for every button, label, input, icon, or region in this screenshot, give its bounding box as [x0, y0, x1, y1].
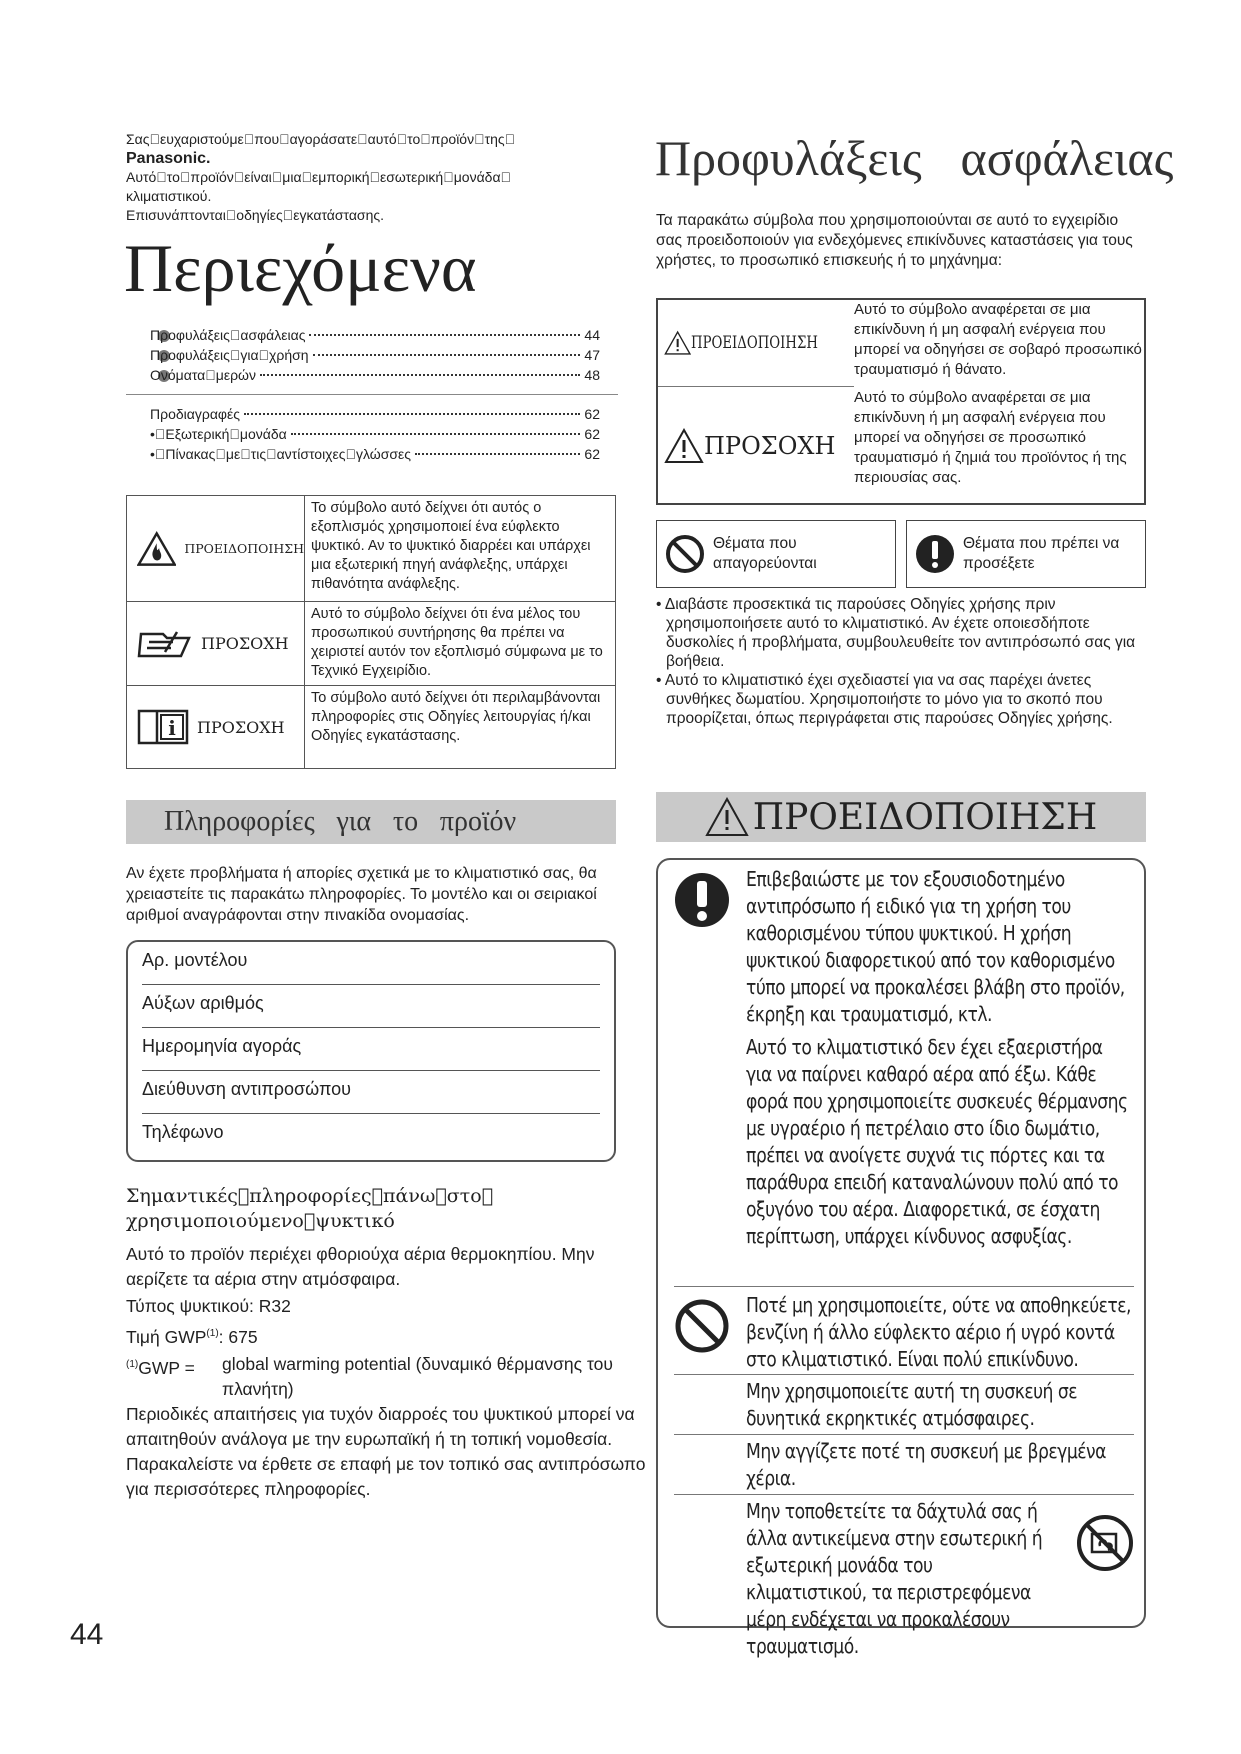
- intro-line: κλιματιστικού.: [126, 188, 212, 204]
- no-fingers-fan-icon: [1076, 1514, 1134, 1572]
- safety-bullets: [656, 595, 1146, 728]
- caution-label: ΠΡΟΣΟΧΗ: [704, 431, 836, 460]
- brand-name: Panasonic.: [126, 150, 211, 167]
- warning-box: [656, 858, 1146, 1658]
- prohibited-icon: [665, 534, 705, 574]
- page-number: 44: [70, 1618, 104, 1651]
- caution-legend-row: [658, 388, 1144, 503]
- refrigerant-paragraph: Περιοδικές απαιτήσεις για τυχόν διαρροές του ψυκτικού μπορεί να απαιτηθούν ανάλογα με την ευρωπαϊκή ή τη τοπική νομοθεσία. Παρακαλείστε να έρθετε σε επαφή με τον τοπικό σας αντιπρόσωπο για περισσότερες πληροφορίες.: [126, 1403, 646, 1499]
- info-book-icon: [137, 709, 189, 745]
- symbol-label: ΠΡΟΕΙΔΟΠΟΙΗΣΗ: [184, 541, 304, 556]
- warning-legend-row: [658, 300, 1144, 386]
- warning-legend-table: [656, 298, 1146, 505]
- symbol-description: Αυτό το σύμβολο δείχνει ότι ένα μέλος του προσωπικού συντήρησης θα πρέπει να χειριστεί αυτόν τον εξοπλισμό σύμφωνα με το Τεχνικό Εγχειρίδιο.: [311, 606, 603, 679]
- warning-item: Αυτό το κλιματιστικό δεν έχει εξαεριστήρα για να παίρνει καθαρό αέρα από έξω. Κάθε φορά που χρησιμοποιείτε συσκευές θέρμανσης με υγραέριο ή πετρέλαιο στο ίδιο δωμάτιο, πρέπει να ανοίγετε συχνά τις πόρτες και τα παράθυρα επειδή καταναλώνουν πολύ από το οξυγόνο του αέρα. Διαφορετικά, σε έσχατη περίπτωση, υπάρχει κίνδυνος ασφυξίας.: [746, 1035, 1128, 1248]
- safety-bullet: • Αυτό το κλιματιστικό έχει σχεδιαστεί για να σας παρέχει άνετες συνθήκες δωματίου. Χρησιμοποιήστε το μόνο για το σκοπό που προορίζεται, όπως περιγράφεται στις παρούσες Οδηγίες χρήσης.: [656, 672, 1113, 727]
- safety-intro: Τα παρακάτω σύμβολα που χρησιμοποιούνται σε αυτό το εγχειρίδιο σας προειδοποιούν για ενδεχόμενες επικίνδυνες καταστάσεις για τους χρήστες, το προσωπικό επισκευής ή το μηχάνημα:: [656, 212, 1133, 269]
- prohibited-label: Θέματα που απαγορεύονται: [713, 535, 817, 572]
- mandatory-icon: [915, 534, 955, 574]
- toc-item[interactable]: Προφυλάξεις για χρήση 47: [150, 347, 600, 363]
- contents-title: Περιεχόμενα: [124, 230, 477, 306]
- product-info-form: [126, 940, 616, 1162]
- warning-item: Επιβεβαιώστε με τον εξουσιοδοτημένο αντιπρόσωπο ή ειδικό για τη χρήση του καθορισμένου τύπου ψυκτικού. Η χρήση ψυκτικού διαφορετικού από τον καθορισμένο τύπο μπορεί να προκαλέσει βλάβη στο προϊόν, έκρηξη και τραυματισμό, κτλ.: [746, 867, 1125, 1026]
- safety-bullet: • Διαβάστε προσεκτικά τις παρούσες Οδηγίες χρήσης πριν χρησιμοποιήσετε αυτό το κλιματιστικό. Αν έχετε οποιεσδήποτε δυσκολίες ή προβλήματα, συμβουλευθείτε τον αντιπρόσωπό σας για βοήθεια.: [656, 596, 1136, 670]
- legend-divider: [658, 386, 854, 387]
- symbol-row: [127, 686, 615, 768]
- warning-description: Αυτό το σύμβολο αναφέρεται σε μια επικίνδυνη ή μη ασφαλή ενέργεια που μπορεί να οδηγήσει σε σοβαρό προσωπικό τραυματισμό ή θάνατο.: [854, 301, 1142, 378]
- mandatory-icon: [674, 872, 730, 928]
- intro-line: Σας ευχαριστούμε που αγοράσατε αυτό το προϊόν της : [126, 131, 516, 147]
- toc-divider: [126, 394, 618, 395]
- product-info-text: Αν έχετε προβλήματα ή απορίες σχετικά με το κλιματιστικό σας, θα χρειαστείτε τις παρακάτω πληροφορίες. Το μοντέλο και οι σειριακοί αριθμοί αναγράφονται στην πινακίδα ονομασίας.: [126, 865, 597, 924]
- intro-line: Επισυνάπτονται οδηγίες εγκατάστασης.: [126, 207, 384, 223]
- warning-divider: [674, 1494, 1134, 1495]
- safety-title: Προφυλάξεις ασφάλειας: [655, 130, 1174, 186]
- purchase-date-field[interactable]: Ημερομηνία αγοράς: [142, 1028, 600, 1071]
- warning-label: ΠΡΟΕΙΔΟΠΟΙΗΣΗ: [691, 333, 819, 353]
- phone-field[interactable]: Τηλέφωνο: [142, 1122, 224, 1142]
- warning-item: Ποτέ μη χρησιμοποιείτε, ούτε να αποθηκεύετε, βενζίνη ή άλλο εύφλεκτο αέριο ή υγρό κοντά στο κλιματιστικό. Είναι πολύ επικίνδυνο.: [746, 1293, 1131, 1371]
- flammable-warning-icon: [137, 528, 176, 570]
- toc-item[interactable]: Ονόματα μερών 48: [150, 367, 600, 383]
- refrigerant-text: [126, 1242, 646, 1504]
- warning-section-heading: [656, 792, 1146, 842]
- symbol-table: [126, 495, 616, 769]
- serial-number-field[interactable]: Αύξων αριθμός: [142, 985, 600, 1028]
- gwp-footnote: $^{(1)}$GWP = global warming potential (δυναμικό θέρμανσης του πλανήτη): [126, 1353, 613, 1399]
- mandatory-legend: [906, 520, 1146, 588]
- warning-divider: [674, 1286, 1134, 1287]
- caution-description: Αυτό το σύμβολο αναφέρεται σε μια επικίνδυνη ή μη ασφαλή ενέργεια που μπορεί να οδηγήσει σε προσωπικό τραυματισμό ή ζημιά του προϊόντος ή της περιουσίας σας.: [854, 389, 1127, 486]
- gwp-value: Τιμή GWP$^{(1)}$: 675: [126, 1326, 258, 1347]
- toc-item[interactable]: • Εξωτερική μονάδα 62: [150, 426, 600, 442]
- prohibited-legend: [656, 520, 896, 588]
- svg-text:i: i: [168, 716, 176, 740]
- refrigerant-title: Σημαντικές πληροφορίες πάνω στο  χρησιμοποιούμενο ψυκτικό: [126, 1185, 494, 1232]
- mandatory-label: Θέματα που πρέπει να προσέξετε: [963, 535, 1120, 572]
- symbol-label: ΠΡΟΣΟΧΗ: [201, 634, 289, 653]
- warning-heading-text: ΠΡΟΕΙΔΟΠΟΙΗΣΗ: [752, 796, 1098, 838]
- toc-item[interactable]: • Πίνακας με τις αντίστοιχες γλώσσες 62: [150, 446, 600, 462]
- dealer-address-field[interactable]: Διεύθυνση αντιπροσώπου: [142, 1071, 600, 1114]
- refrigerant-paragraph: Αυτό το προϊόν περιέχει φθοριούχα αέρια θερμοκηπίου. Μην αερίζετε τα αέρια στην ατμόσφαιρα.: [126, 1244, 595, 1289]
- intro-text: [126, 130, 566, 225]
- symbol-row: [127, 496, 615, 602]
- intro-line: Αυτό το προϊόν είναι μια εμπορική εσωτερική μονάδα : [126, 169, 512, 185]
- warning-item: Μην τοποθετείτε τα δάχτυλά σας ή άλλα αντικείμενα στην εσωτερική ή εξωτερική μονάδα του κλιματιστικού, τα περιστρεφόμενα μέρη ενδέχεται να προκαλέσουν τραυματισμό.: [746, 1499, 1043, 1658]
- warning-divider: [674, 1374, 1134, 1375]
- symbol-row: [127, 602, 615, 686]
- warning-divider: [674, 1434, 1134, 1435]
- model-number-field[interactable]: Αρ. μοντέλου: [142, 942, 600, 985]
- prohibited-icon: [674, 1298, 730, 1354]
- symbol-description: Το σύμβολο αυτό δείχνει ότι αυτός ο εξοπλισμός χρησιμοποιεί ένα εύφλεκτο ψυκτικό. Αν το ψυκτικό διαρρέει και υπάρχει μια εξωτερική πηγή ανάφλεξης, υπάρχει πιθανότητα ανάφλεξης.: [311, 500, 591, 592]
- product-info-heading: Πληροφορίες για το προϊόν: [126, 800, 616, 844]
- caution-triangle-icon: [664, 428, 704, 464]
- warning-triangle-icon: [705, 797, 749, 837]
- service-manual-icon: [137, 626, 193, 662]
- refrigerant-type: Τύπος ψυκτικού: R32: [126, 1296, 291, 1316]
- warning-triangle-icon: [664, 325, 691, 361]
- toc-item[interactable]: Προδιαγραφές 62: [150, 406, 600, 422]
- warning-item: Μην χρησιμοποιείτε αυτή τη συσκευή σε δυνητικά εκρηκτικές ατμόσφαιρες.: [746, 1379, 1078, 1430]
- toc-item[interactable]: Προφυλάξεις ασφάλειας 44: [150, 327, 600, 343]
- warning-item: Μην αγγίζετε ποτέ τη συσκευή με βρεγμένα χέρια.: [746, 1439, 1106, 1490]
- symbol-label: ΠΡΟΣΟΧΗ: [197, 717, 285, 737]
- symbol-description: Το σύμβολο αυτό δείχνει ότι περιλαμβάνονται πληροφορίες στις Οδηγίες λειτουργίας ή/και Οδηγίες εγκατάστασης.: [311, 690, 601, 744]
